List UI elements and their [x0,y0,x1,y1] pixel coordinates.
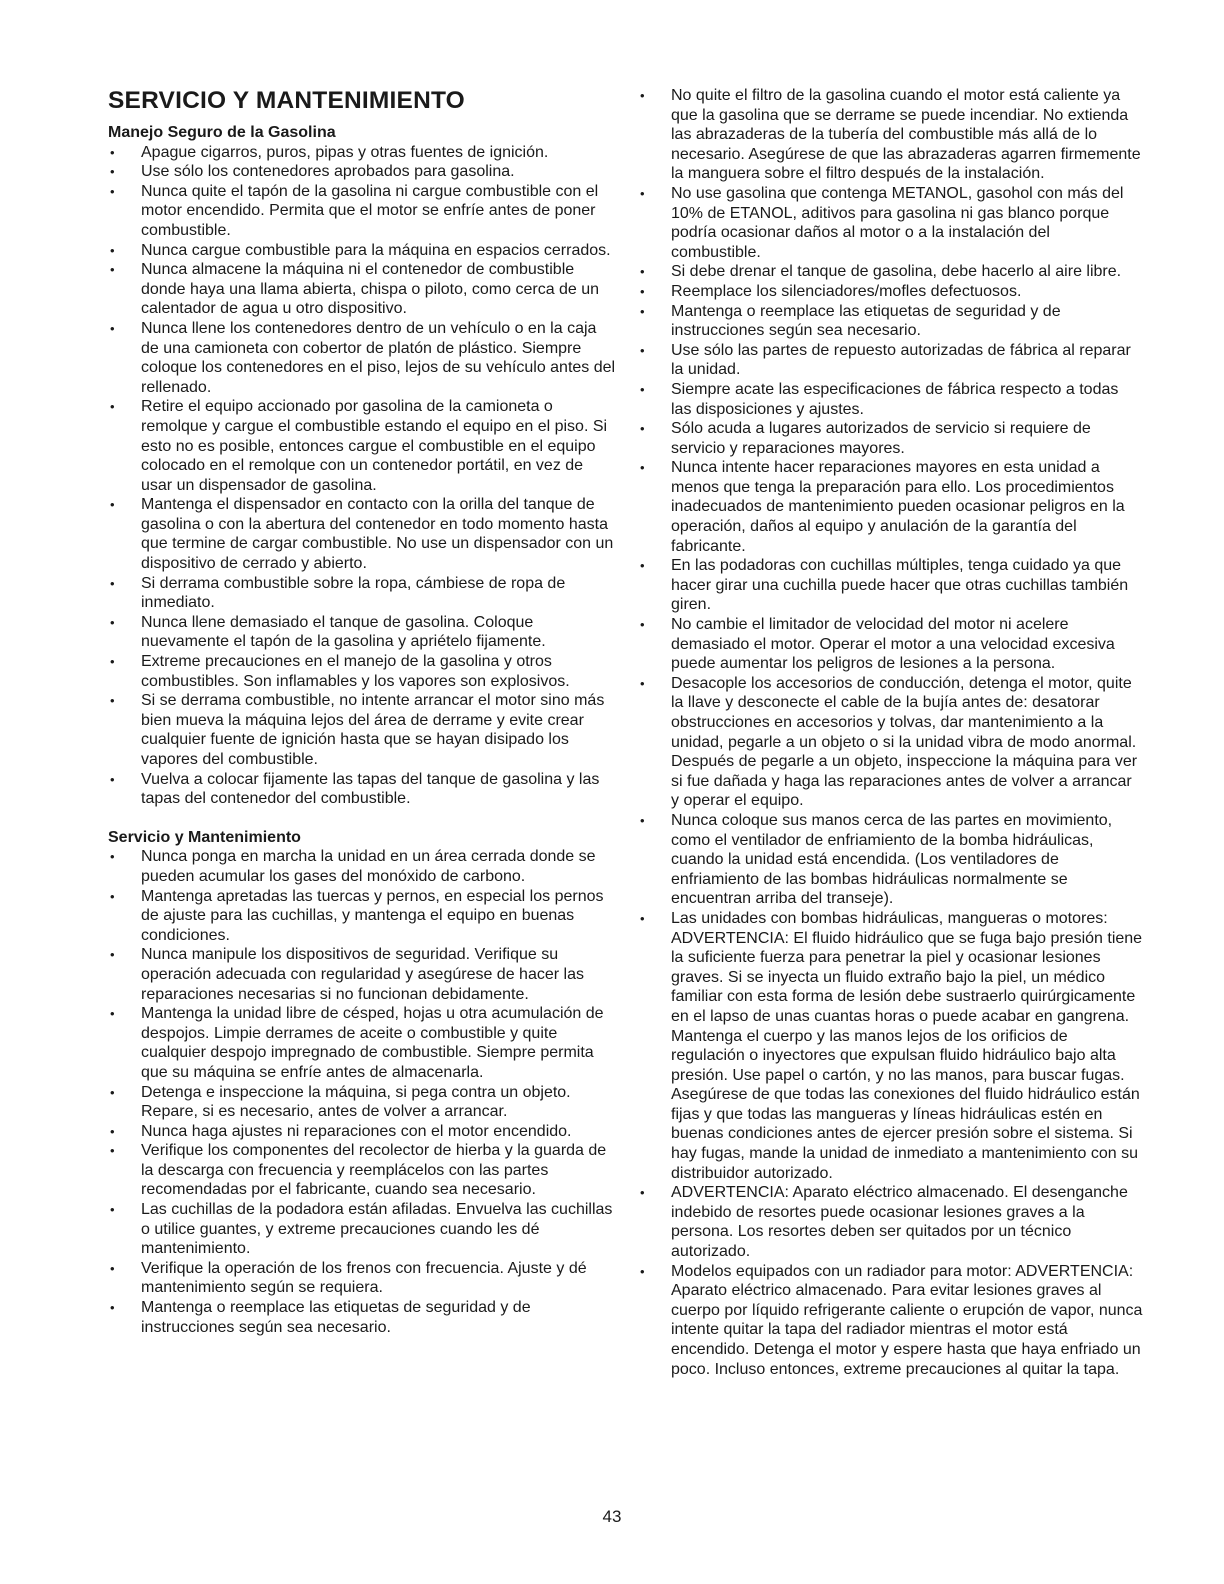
list-item: • Mantenga la unidad libre de césped, hojas u otra acumulación de despojos. Limpie derrames de aceite o combustible y quite cualquier despojo impregnado de combustible. Siempre permita que su máquina se enfríe antes de almacenarla. [108,1004,618,1082]
list-item: • Nunca quite el tapón de la gasolina ni cargue combustible con el motor encendido. Permita que el motor se enfríe antes de poner combustible. [108,182,618,241]
list-item: • Las cuchillas de la podadora están afiladas. Envuelva las cuchillas o utilice guantes, y extreme precauciones cuando les dé mantenimiento. [108,1200,618,1259]
list-item: • Nunca cargue combustible para la máquina en espacios cerrados. [108,241,618,261]
list-item: • Extreme precauciones en el manejo de la gasolina y otros combustibles. Son inflamables y los vapores son explosivos. [108,652,618,691]
list-item: • Use sólo las partes de repuesto autorizadas de fábrica al reparar la unidad. [638,341,1143,380]
page-number: 43 [602,1507,622,1526]
list-item: • Nunca haga ajustes ni reparaciones con el motor encendido. [108,1122,618,1142]
list-item: • En las podadoras con cuchillas múltiples, tenga cuidado ya que hacer girar una cuchilla puede hacer que otras cuchillas también giren. [638,556,1143,615]
list-item: • Nunca llene los contenedores dentro de un vehículo o en la caja de una camioneta con cobertor de platón de plástico. Siempre coloque los contenedores en el piso, lejos de su vehículo antes del rellenado. [108,319,618,397]
list-item: • Apague cigarros, puros, pipas y otras fuentes de ignición. [108,143,618,163]
list-item: • No quite el filtro de la gasolina cuando el motor está caliente ya que la gasolina que se derrame se puede incendiar. No extienda las abrazaderas de la tubería del combustible más allá de lo necesario. Asegúrese de que las abrazaderas agarren firmemente la manguera sobre el filtro después de la instalación. [638,86,1143,184]
list-item: • Nunca almacene la máquina ni el contenedor de combustible donde haya una llama abierta, chispa o piloto, como cerca de un calentador de agua u otro dispositivo. [108,260,618,319]
right-column [638,86,1143,1379]
list-item: • Nunca intente hacer reparaciones mayores en esta unidad a menos que tenga la preparación para ello. Los procedimientos inadecuados de mantenimiento pueden ocasionar peligros en la operación, daños al equipo y anulación de la garantía del fabricante. [638,458,1143,556]
list-item: • Use sólo los contenedores aprobados para gasolina. [108,162,618,182]
list-item: • Verifique la operación de los frenos con frecuencia. Ajuste y dé mantenimiento según se requiera. [108,1259,618,1298]
list-item: • Nunca ponga en marcha la unidad en un área cerrada donde se pueden acumular los gases del monóxido de carbono. [108,847,618,886]
list-item: • Retire el equipo accionado por gasolina de la camioneta o remolque y cargue el combustible estando el equipo en el piso. Si esto no es posible, entonces cargue el combustible en el equipo colocado en el remolque con un contenedor portátil, en vez de usar un dispensador de gasolina. [108,397,618,495]
list-item: • Mantenga apretadas las tuercas y pernos, en especial los pernos de ajuste para las cuchillas, y mantenga el equipo en buenas condiciones. [108,887,618,946]
list-item: • Si debe drenar el tanque de gasolina, debe hacerlo al aire libre. [638,262,1143,282]
gasoline-safety-list [108,143,618,809]
section-heading-service: Servicio y Mantenimiento [108,828,301,846]
list-item: • Si derrama combustible sobre la ropa, cámbiese de ropa de inmediato. [108,574,618,613]
service-maintenance-list-continued [638,86,1143,1379]
list-item: • Mantenga el dispensador en contacto con la orilla del tanque de gasolina o con la abertura del contenedor en todo momento hasta que termine de cargar combustible. No use un dispensador con un dispositivo de cerrado y abierto. [108,495,618,573]
list-item: • Mantenga o reemplace las etiquetas de seguridad y de instrucciones según sea necesario. [638,302,1143,341]
list-item: • Las unidades con bombas hidráulicas, mangueras o motores: ADVERTENCIA: El fluido hidráulico que se fuga bajo presión tiene la suficiente fuerza para penetrar la piel y ocasionar lesiones graves. Si se inyecta un fluido extraño bajo la piel, un médico familiar con esta forma de lesión debe sustraerlo quirúrgicamente en el lapso de unas cuantas horas o puede acabar en gangrena. Mantenga el cuerpo y las manos lejos de los orificios de regulación o inyectores que expulsan fluido hidráulico bajo alta presión. Use papel o cartón, y no las manos, para buscar fugas. Asegúrese de que todas las conexiones del fluido hidráulico están fijas y que todas las mangueras y líneas hidráulicas estén en buenas condiciones antes de ejercer presión sobre el sistema. Si hay fugas, mande la unidad de inmediato a mantenimiento con su distribuidor autorizado. [638,909,1143,1183]
section-heading-gasoline: Manejo Seguro de la Gasolina [108,124,336,141]
list-item: • Sólo acuda a lugares autorizados de servicio si requiere de servicio y reparaciones mayores. [638,419,1143,458]
list-item: • Desacople los accesorios de conducción, detenga el motor, quite la llave y desconecte el cable de la bujía antes de: desatorar obstrucciones en accesorios y tolvas, dar mantenimiento a la unidad, pegarle a un objeto o si la unidad vibra de modo anormal. Después de pegarle a un objeto, inspeccione la máquina para ver si fue dañada y haga las reparaciones antes de volver a arrancar y operar el equipo. [638,674,1143,811]
list-item: • Nunca coloque sus manos cerca de las partes en movimiento, como el ventilador de enfriamiento de la bomba hidráulicas, cuando la unidad está encendida. (Los ventiladores de enfriamiento de las bombas hidráulicas normalmente se encuentran arriba del transeje). [638,811,1143,909]
list-item: • Reemplace los silenciadores/mofles defectuosos. [638,282,1143,302]
list-item: • No cambie el limitador de velocidad del motor ni acelere demasiado el motor. Operar el motor a una velocidad excesiva puede aumentar los peligros de lesiones a la persona. [638,615,1143,674]
list-item: • Si se derrama combustible, no intente arrancar el motor sino más bien mueva la máquina lejos del área de derrame y evite crear cualquier fuente de ignición hasta que se hayan disipado los vapores del combustible. [108,691,618,769]
list-item: • Modelos equipados con un radiador para motor: ADVERTENCIA: Aparato eléctrico almacenado. Para evitar lesiones graves al cuerpo por líquido refrigerante caliente o erupción de vapor, nunca intente quitar la tapa del radiador mientras el motor está encendido. Detenga el motor y espere hasta que haya enfriado un poco. Incluso entonces, extreme precauciones al quitar la tapa. [638,1262,1143,1380]
page-title: SERVICIO Y MANTENIMIENTO [108,87,465,114]
list-item: • Mantenga o reemplace las etiquetas de seguridad y de instrucciones según sea necesario. [108,1298,618,1337]
list-item: • Detenga e inspeccione la máquina, si pega contra un objeto. Repare, si es necesario, antes de volver a arrancar. [108,1083,618,1122]
list-item: • Nunca manipule los dispositivos de seguridad. Verifique su operación adecuada con regularidad y asegúrese de hacer las reparaciones necesarias si no funcionan debidamente. [108,945,618,1004]
list-item: • No use gasolina que contenga METANOL, gasohol con más del 10% de ETANOL, aditivos para gasolina ni gas blanco porque podría ocasionar daños al motor o a la instalación del combustible. [638,184,1143,262]
list-item: • Verifique los componentes del recolector de hierba y la guarda de la descarga con frecuencia y reemplácelos con las partes recomendadas por el fabricante, cuando sea necesario. [108,1141,618,1200]
list-item: • Vuelva a colocar fijamente las tapas del tanque de gasolina y las tapas del contenedor del combustible. [108,770,618,809]
left-column [108,86,618,1337]
list-item: • ADVERTENCIA: Aparato eléctrico almacenado. El desenganche indebido de resortes puede ocasionar lesiones graves a la persona. Los resortes deben ser quitados por un técnico autorizado. [638,1183,1143,1261]
list-item: • Nunca llene demasiado el tanque de gasolina. Coloque nuevamente el tapón de la gasolina y apriételo fijamente. [108,613,618,652]
list-item: • Siempre acate las especificaciones de fábrica respecto a todas las disposiciones y ajustes. [638,380,1143,419]
service-maintenance-list [108,847,618,1337]
